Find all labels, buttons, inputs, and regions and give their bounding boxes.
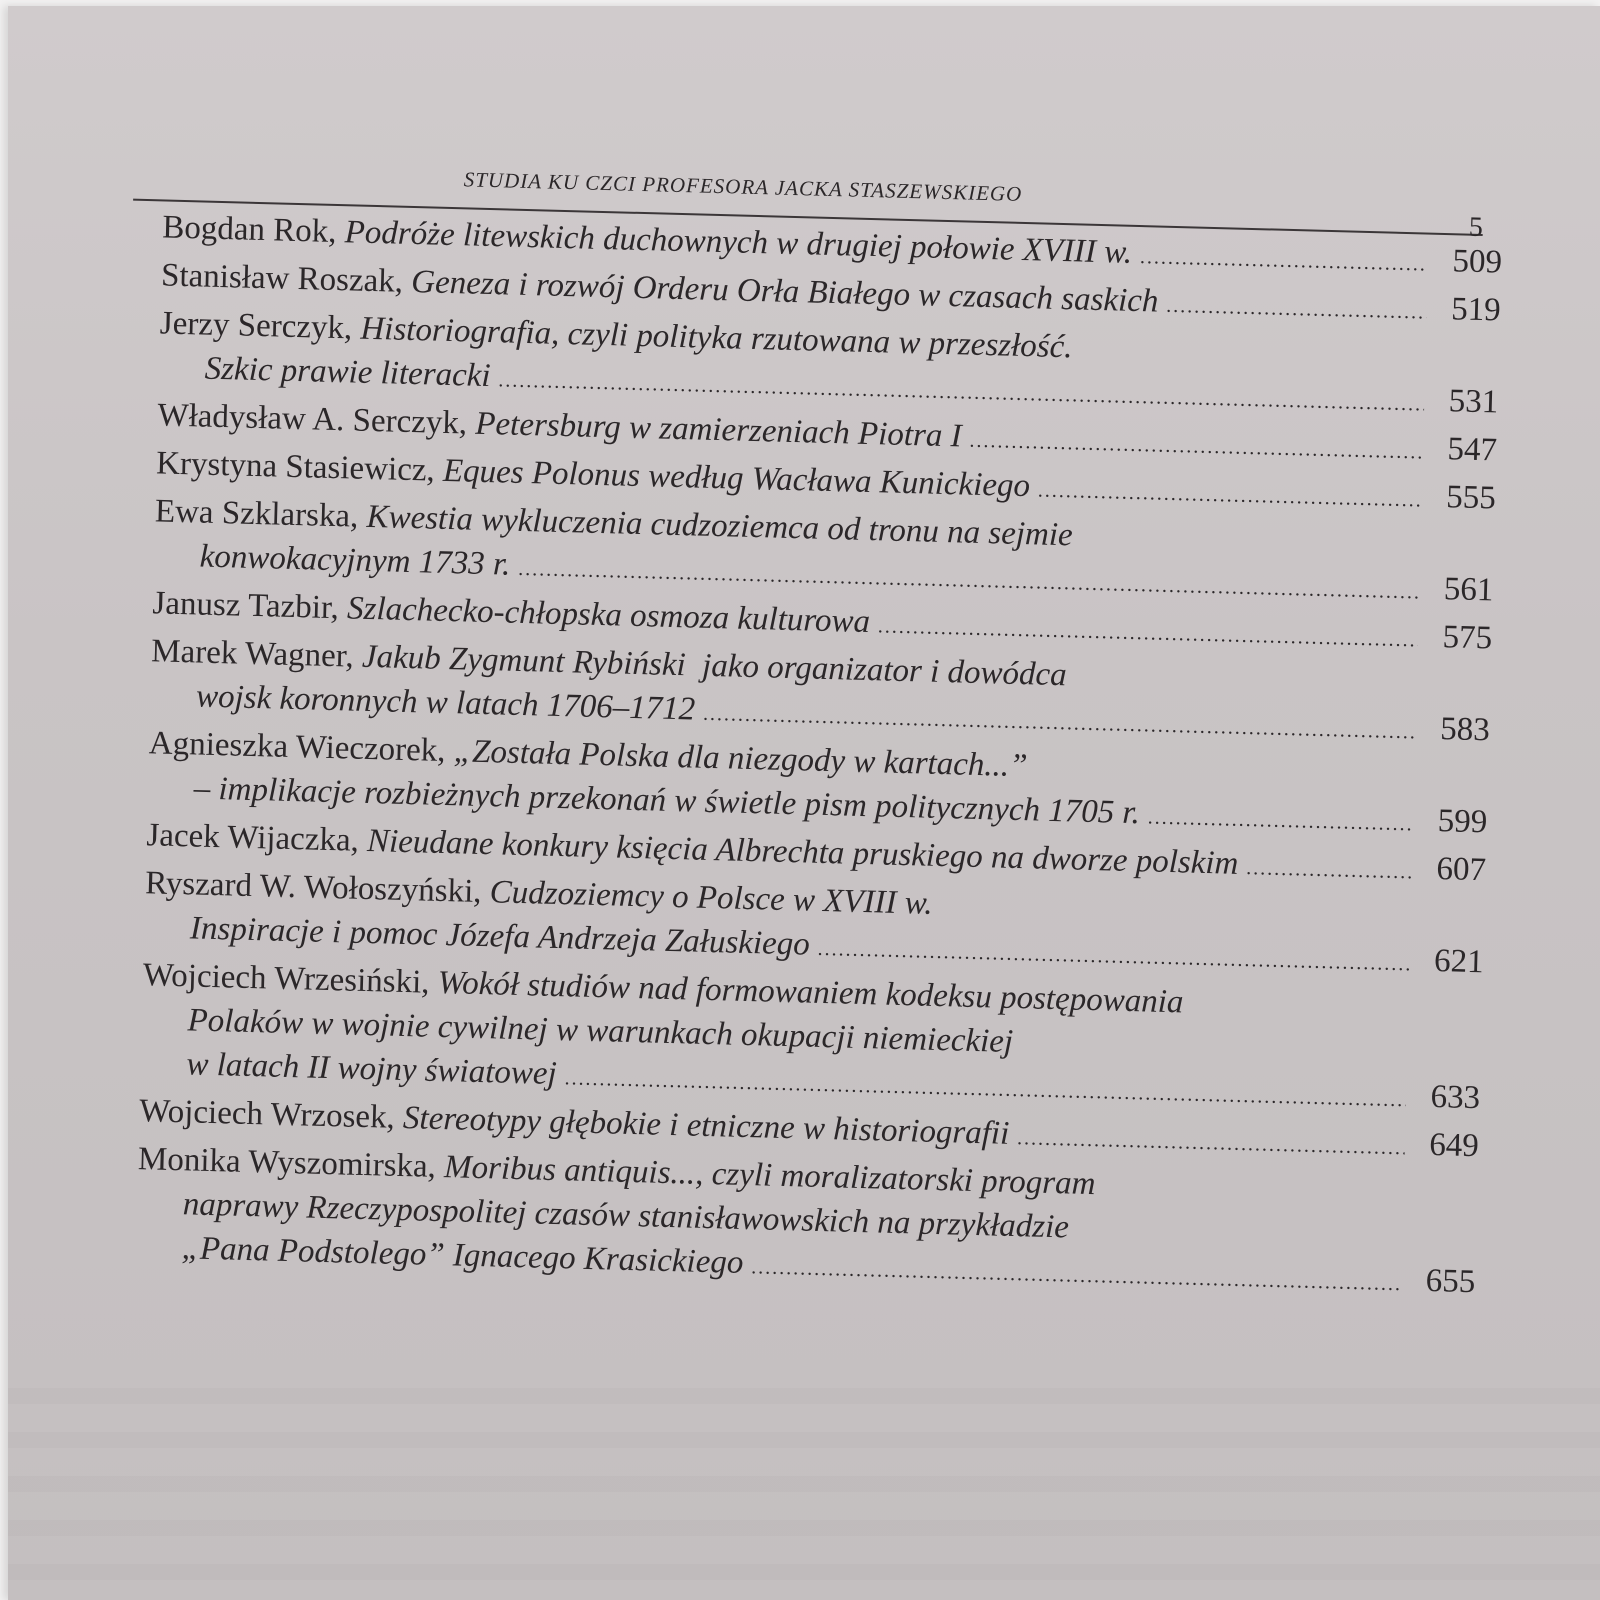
entry-page-number: 555 bbox=[1445, 479, 1497, 517]
toc-content bbox=[72, 138, 1505, 1434]
dot-leader bbox=[1166, 284, 1427, 335]
dot-leader bbox=[1246, 846, 1413, 894]
entry-page-number: 519 bbox=[1450, 291, 1502, 329]
entry-author: Bogdan Rok, bbox=[161, 209, 346, 251]
entry-author: Jacek Wijaczka, bbox=[146, 817, 368, 859]
entry-author: Monika Wyszomirska, bbox=[137, 1141, 445, 1186]
entry-title: Inspiracje i pomoc Józefa Andrzeja Załuskiego bbox=[189, 910, 811, 963]
book-page bbox=[8, 6, 1600, 1600]
entry-page-number: 599 bbox=[1437, 803, 1488, 841]
entry-title: Cudzoziemcy o Polsce w XVIII w. bbox=[489, 874, 934, 922]
entry-page-number: 583 bbox=[1439, 711, 1491, 749]
dot-leader bbox=[1139, 235, 1428, 287]
entry-page-number: 575 bbox=[1442, 619, 1493, 657]
entry-title: Stereotypy głębokie i etniczne w historiografii bbox=[402, 1100, 1010, 1152]
show-through-text bbox=[8, 1360, 1600, 1600]
entry-page-number: 561 bbox=[1443, 571, 1494, 609]
entry-author: Władysław A. Serczyk, bbox=[157, 397, 476, 442]
entry-title: – implikacje rozbieżnych przekonań w świetle pism politycznych 1705 r. bbox=[193, 770, 1141, 832]
entry-title: Petersburg w zamierzeniach Piotra I bbox=[474, 405, 963, 455]
entry-title: Eques Polonus według Wacława Kunickiego bbox=[442, 452, 1031, 505]
entry-title: Geneza i rozwój Orderu Orła Białego w czasach saskich bbox=[410, 263, 1159, 320]
entry-title: wojsk koronnych w latach 1706–1712 bbox=[195, 678, 696, 728]
entry-author: Krystyna Stasiewicz, bbox=[155, 445, 444, 489]
entry-title: naprawy Rzeczypospolitej czasów stanisławowskich na przykładzie bbox=[182, 1186, 1070, 1246]
entry-title: w latach II wojny światowej bbox=[186, 1046, 558, 1093]
entry-author: Wojciech Wrzesiński, bbox=[142, 957, 439, 1001]
entry-title: Polaków w wojnie cywilnej w warunkach okupacji niemieckiej bbox=[187, 1002, 1014, 1060]
entry-page-number: 649 bbox=[1428, 1126, 1480, 1165]
entry-author: Marek Wagner, bbox=[150, 633, 363, 675]
entry-title: „Pana Podstolego” Ignacego Krasickiego bbox=[181, 1230, 744, 1281]
entry-page-number: 633 bbox=[1430, 1078, 1481, 1117]
entry-title: Szkic prawie literacki bbox=[204, 350, 492, 395]
entry-title: Wokół studiów nad formowaniem kodeksu postępowania bbox=[437, 964, 1184, 1021]
entry-author: Agnieszka Wieczorek, bbox=[148, 725, 455, 770]
entry-author: Stanisław Roszak, bbox=[160, 257, 412, 300]
running-title: STUDIA KU CZCI PROFESORA JACKA STASZEWSKIEGO bbox=[463, 167, 1023, 206]
dot-leader bbox=[1147, 795, 1414, 846]
entry-author: Jerzy Serczyk, bbox=[159, 305, 361, 347]
entry-author: Ryszard W. Wołoszyński, bbox=[144, 865, 491, 911]
table-of-contents bbox=[75, 204, 1502, 1308]
entry-page-number: 531 bbox=[1448, 383, 1499, 421]
entry-author: Ewa Szklarska, bbox=[154, 493, 368, 535]
entry-title: Nieudane konkury księcia Albrechta pruskiego na dworze polskim bbox=[366, 823, 1239, 882]
entry-page-number: 655 bbox=[1425, 1262, 1476, 1301]
entry-page-number: 509 bbox=[1451, 243, 1503, 281]
entry-title: konwokacyjnym 1733 r. bbox=[199, 538, 511, 583]
entry-title: Kwestia wykluczenia cudzoziemca od tronu na sejmie bbox=[366, 498, 1074, 554]
entry-title: Historiografia, czyli polityka rzutowana w przeszłość. bbox=[360, 310, 1074, 366]
entry-title: Jakub Zygmunt Rybiński jako organizator i dowódca bbox=[361, 638, 1068, 694]
page-number: 5 bbox=[1468, 211, 1484, 243]
entry-author: Janusz Tazbir, bbox=[152, 585, 348, 627]
entry-title: „Została Polska dla niezgody w kartach...” bbox=[453, 733, 1028, 785]
entry-title: Podróże litewskich duchownych w drugiej połowie XVIII w. bbox=[344, 214, 1133, 271]
entry-author: Wojciech Wrzosek, bbox=[138, 1093, 404, 1137]
entry-page-number: 607 bbox=[1436, 851, 1487, 889]
entry-page-number: 547 bbox=[1447, 431, 1498, 469]
entry-title: Szlachecko-chłopska osmoza kulturowa bbox=[346, 590, 871, 641]
entry-title: Moribus antiquis..., czyli moralizatorski program bbox=[443, 1149, 1096, 1203]
entry-page-number: 621 bbox=[1433, 942, 1485, 981]
